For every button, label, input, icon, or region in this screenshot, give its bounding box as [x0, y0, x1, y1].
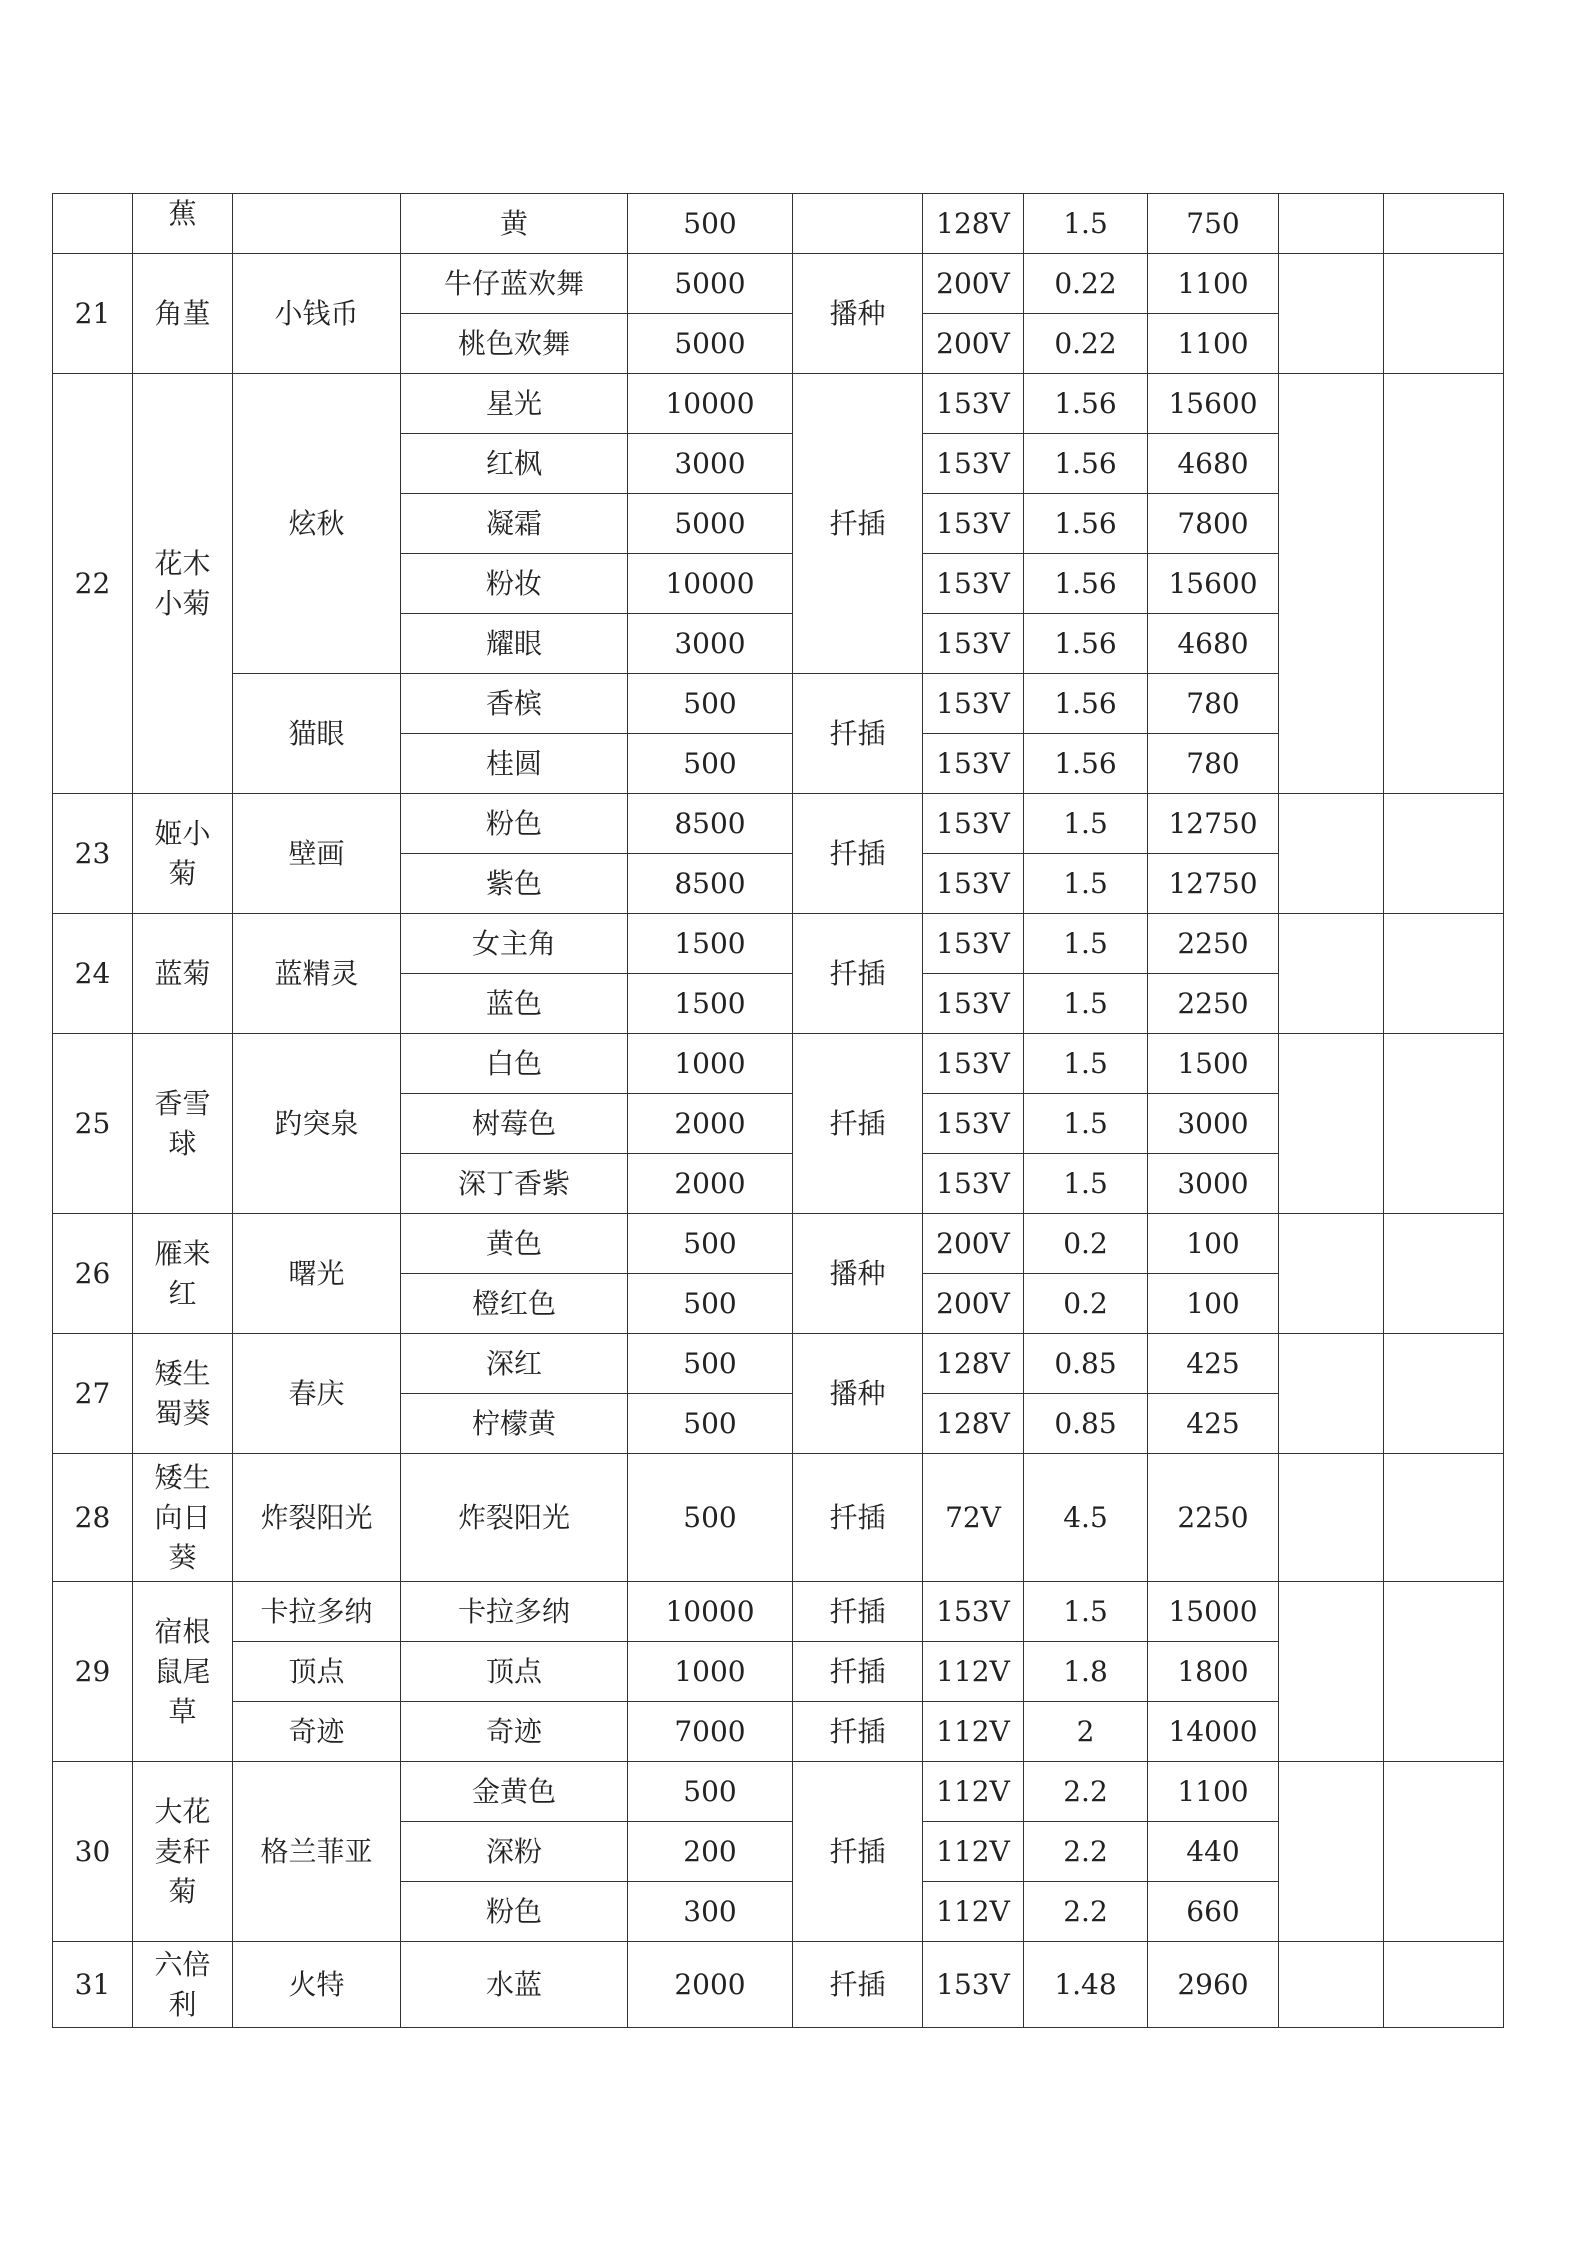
cell-color: 女主角: [401, 914, 628, 974]
table-row: [53, 1942, 1504, 2028]
species-line: 大花: [154, 1794, 211, 1828]
cell-price: 1.5: [1024, 974, 1148, 1034]
species-line: 矮生: [154, 1460, 211, 1494]
cell-spec: 153V: [923, 1942, 1024, 2028]
species-line: 葵: [168, 1540, 197, 1574]
species-line: 红: [168, 1276, 197, 1310]
cell-method: 播种: [793, 1334, 923, 1454]
cell-cultivar: 猫眼: [233, 674, 401, 794]
cell-method: 扦插: [793, 1582, 923, 1642]
cell-price: 1.56: [1024, 674, 1148, 734]
cell-spec: 153V: [923, 974, 1024, 1034]
cell-qty: 10000: [628, 1582, 793, 1642]
cell-extra-1: [1279, 1582, 1384, 1762]
cell-species: [133, 1334, 233, 1454]
cell-color: 白色: [401, 1034, 628, 1094]
cell-no: 23: [53, 794, 133, 914]
cell-amount: 1100: [1148, 1762, 1279, 1822]
cell-qty: 500: [628, 1394, 793, 1454]
species-line: 向日: [154, 1500, 211, 1534]
cell-amount: 440: [1148, 1822, 1279, 1882]
table-row: [53, 194, 1504, 254]
cell-spec: 112V: [923, 1762, 1024, 1822]
cell-cultivar: 炫秋: [233, 374, 401, 674]
cell-species: [133, 1942, 233, 2028]
cell-extra-2: [1384, 254, 1504, 374]
cell-amount: 1100: [1148, 254, 1279, 314]
cell-color: 炸裂阳光: [401, 1454, 628, 1582]
cell-cultivar: [233, 194, 401, 254]
cell-cultivar: 曙光: [233, 1214, 401, 1334]
cell-qty: 2000: [628, 1942, 793, 2028]
cell-extra-2: [1384, 1942, 1504, 2028]
cell-spec: 200V: [923, 1214, 1024, 1274]
cell-price: 1.5: [1024, 1582, 1148, 1642]
cell-qty: 500: [628, 1274, 793, 1334]
cell-extra-2: [1384, 1582, 1504, 1762]
cell-spec: 112V: [923, 1822, 1024, 1882]
cell-extra-1: [1279, 194, 1384, 254]
cell-qty: 1000: [628, 1642, 793, 1702]
cell-price: 2.2: [1024, 1822, 1148, 1882]
cell-extra-1: [1279, 374, 1384, 794]
cell-color: 黄色: [401, 1214, 628, 1274]
cell-method: 扦插: [793, 794, 923, 914]
cell-color: 蓝色: [401, 974, 628, 1034]
cell-color: 树莓色: [401, 1094, 628, 1154]
cell-cultivar: 蓝精灵: [233, 914, 401, 1034]
cell-qty: 2000: [628, 1154, 793, 1214]
cell-spec: 200V: [923, 1274, 1024, 1334]
cell-spec: 153V: [923, 794, 1024, 854]
cell-qty: 7000: [628, 1702, 793, 1762]
cell-amount: 660: [1148, 1882, 1279, 1942]
cell-spec: 128V: [923, 1334, 1024, 1394]
cell-species: 角堇: [133, 254, 233, 374]
species-line: 花木: [154, 546, 211, 580]
cell-color: 奇迹: [401, 1702, 628, 1762]
table-row: [53, 794, 1504, 854]
cell-species: [133, 1762, 233, 1942]
cell-spec: 153V: [923, 854, 1024, 914]
cell-species: [133, 1582, 233, 1762]
species-line: 菊: [168, 1874, 197, 1908]
cell-qty: 8500: [628, 794, 793, 854]
cell-price: 1.5: [1024, 854, 1148, 914]
cell-cultivar: 顶点: [233, 1642, 401, 1702]
cell-no: 25: [53, 1034, 133, 1214]
cell-price: 1.5: [1024, 914, 1148, 974]
cell-extra-1: [1279, 1762, 1384, 1942]
cell-amount: 1100: [1148, 314, 1279, 374]
cell-cultivar: 卡拉多纳: [233, 1582, 401, 1642]
cell-species: [133, 1034, 233, 1214]
species-line: 草: [168, 1694, 197, 1728]
cell-extra-2: [1384, 794, 1504, 914]
cell-species: [133, 1454, 233, 1582]
cell-qty: 5000: [628, 494, 793, 554]
species-line: 姬小: [154, 816, 211, 850]
cell-cultivar: 格兰菲亚: [233, 1762, 401, 1942]
species-line: 六倍: [154, 1947, 211, 1981]
cell-extra-2: [1384, 1214, 1504, 1334]
cell-qty: 500: [628, 674, 793, 734]
cell-color: 耀眼: [401, 614, 628, 674]
cell-price: 1.56: [1024, 374, 1148, 434]
table-row: [53, 1334, 1504, 1394]
cell-amount: 1500: [1148, 1034, 1279, 1094]
cell-spec: 72V: [923, 1454, 1024, 1582]
table-row: [53, 1582, 1504, 1642]
species-line: 小菊: [154, 586, 211, 620]
cell-extra-1: [1279, 1334, 1384, 1454]
cell-price: 0.22: [1024, 254, 1148, 314]
table-row: [53, 1214, 1504, 1274]
cell-extra-1: [1279, 914, 1384, 1034]
cell-price: 0.2: [1024, 1274, 1148, 1334]
cell-no: 28: [53, 1454, 133, 1582]
cell-method: 扦插: [793, 674, 923, 794]
cell-amount: 2250: [1148, 1454, 1279, 1582]
cell-amount: 1800: [1148, 1642, 1279, 1702]
cell-color: 粉色: [401, 1882, 628, 1942]
cell-no: 27: [53, 1334, 133, 1454]
cell-amount: 425: [1148, 1334, 1279, 1394]
cell-spec: 112V: [923, 1642, 1024, 1702]
cell-color: 星光: [401, 374, 628, 434]
cell-extra-1: [1279, 254, 1384, 374]
cell-extra-1: [1279, 1214, 1384, 1334]
cell-amount: 780: [1148, 734, 1279, 794]
cell-amount: 100: [1148, 1214, 1279, 1274]
cell-price: 1.56: [1024, 494, 1148, 554]
cell-method: 扦插: [793, 1762, 923, 1942]
cell-no: 21: [53, 254, 133, 374]
cell-amount: 12750: [1148, 794, 1279, 854]
cell-amount: 2250: [1148, 914, 1279, 974]
cell-extra-2: [1384, 1034, 1504, 1214]
cell-spec: 128V: [923, 1394, 1024, 1454]
cell-price: 1.8: [1024, 1642, 1148, 1702]
cell-spec: 112V: [923, 1702, 1024, 1762]
cell-color: 金黄色: [401, 1762, 628, 1822]
cell-price: 2: [1024, 1702, 1148, 1762]
cell-extra-2: [1384, 374, 1504, 794]
cell-price: 1.48: [1024, 1942, 1148, 2028]
cell-spec: 200V: [923, 254, 1024, 314]
cell-extra-1: [1279, 1454, 1384, 1582]
cell-color: 红枫: [401, 434, 628, 494]
cell-method: 扦插: [793, 1642, 923, 1702]
cell-extra-1: [1279, 794, 1384, 914]
species-line: 蜀葵: [154, 1396, 211, 1430]
cell-amount: 7800: [1148, 494, 1279, 554]
cell-color: 柠檬黄: [401, 1394, 628, 1454]
cell-amount: 15600: [1148, 374, 1279, 434]
cell-spec: 153V: [923, 1094, 1024, 1154]
cell-amount: 15600: [1148, 554, 1279, 614]
cell-cultivar: 炸裂阳光: [233, 1454, 401, 1582]
cell-amount: 780: [1148, 674, 1279, 734]
cell-no: 24: [53, 914, 133, 1034]
cell-color: 香槟: [401, 674, 628, 734]
cell-color: 水蓝: [401, 1942, 628, 2028]
cell-cultivar: 火特: [233, 1942, 401, 2028]
cell-cultivar: 趵突泉: [233, 1034, 401, 1214]
cell-spec: 153V: [923, 434, 1024, 494]
cell-spec: 153V: [923, 1154, 1024, 1214]
cell-price: 2.2: [1024, 1882, 1148, 1942]
cell-spec: 200V: [923, 314, 1024, 374]
cell-price: 0.22: [1024, 314, 1148, 374]
cell-qty: 300: [628, 1882, 793, 1942]
cell-price: 1.5: [1024, 1154, 1148, 1214]
cell-extra-2: [1384, 1334, 1504, 1454]
cell-price: 0.85: [1024, 1394, 1148, 1454]
cell-spec: 153V: [923, 734, 1024, 794]
cell-amount: 2960: [1148, 1942, 1279, 2028]
cell-qty: 3000: [628, 614, 793, 674]
species-line: 雁来: [154, 1236, 211, 1270]
cell-method: 扦插: [793, 1942, 923, 2028]
cell-method: 扦插: [793, 1454, 923, 1582]
table-row: [53, 1454, 1504, 1582]
cell-spec: 153V: [923, 494, 1024, 554]
cell-amount: 3000: [1148, 1154, 1279, 1214]
table-row: [53, 1034, 1504, 1094]
cell-spec: 153V: [923, 614, 1024, 674]
cell-color: 卡拉多纳: [401, 1582, 628, 1642]
cell-price: 2.2: [1024, 1762, 1148, 1822]
cell-color: 顶点: [401, 1642, 628, 1702]
cell-qty: 500: [628, 734, 793, 794]
cell-amount: 4680: [1148, 614, 1279, 674]
cell-no: 31: [53, 1942, 133, 2028]
cell-qty: 500: [628, 1214, 793, 1274]
cell-price: 1.56: [1024, 614, 1148, 674]
cell-extra-2: [1384, 1762, 1504, 1942]
species-line: 矮生: [154, 1356, 211, 1390]
cell-color: 粉妆: [401, 554, 628, 614]
cell-spec: 153V: [923, 1582, 1024, 1642]
cell-amount: 425: [1148, 1394, 1279, 1454]
cell-extra-2: [1384, 914, 1504, 1034]
cell-species: [133, 1214, 233, 1334]
cell-no: 30: [53, 1762, 133, 1942]
table-row: [53, 914, 1504, 974]
cell-species: [133, 374, 233, 794]
cell-color: 桃色欢舞: [401, 314, 628, 374]
price-table: [52, 193, 1504, 2028]
cell-qty: 5000: [628, 314, 793, 374]
table-row: [53, 374, 1504, 434]
cell-price: 1.5: [1024, 194, 1148, 254]
cell-no: [53, 194, 133, 254]
cell-amount: 3000: [1148, 1094, 1279, 1154]
cell-extra-2: [1384, 194, 1504, 254]
cell-qty: 1500: [628, 914, 793, 974]
cell-color: 桂圆: [401, 734, 628, 794]
cell-price: 4.5: [1024, 1454, 1148, 1582]
cell-cultivar: 壁画: [233, 794, 401, 914]
cell-species: 蓝菊: [133, 914, 233, 1034]
cell-qty: 500: [628, 1762, 793, 1822]
species-line: 麦秆: [154, 1834, 211, 1868]
cell-color: 深丁香紫: [401, 1154, 628, 1214]
cell-qty: 500: [628, 1334, 793, 1394]
cell-method: 扦插: [793, 1702, 923, 1762]
cell-qty: 500: [628, 1454, 793, 1582]
cell-qty: 1000: [628, 1034, 793, 1094]
cell-amount: 100: [1148, 1274, 1279, 1334]
cell-spec: 153V: [923, 674, 1024, 734]
cell-spec: 153V: [923, 554, 1024, 614]
table-row: [53, 1762, 1504, 1822]
cell-cultivar: 奇迹: [233, 1702, 401, 1762]
cell-price: 1.5: [1024, 1094, 1148, 1154]
species-line: 宿根: [154, 1614, 211, 1648]
cell-method: 扦插: [793, 1034, 923, 1214]
cell-amount: 12750: [1148, 854, 1279, 914]
cell-method: 播种: [793, 1214, 923, 1334]
cell-extra-1: [1279, 1034, 1384, 1214]
cell-price: 1.56: [1024, 554, 1148, 614]
cell-no: 22: [53, 374, 133, 794]
cell-amount: 750: [1148, 194, 1279, 254]
cell-species: 蕉: [133, 194, 233, 254]
cell-qty: 500: [628, 194, 793, 254]
cell-color: 橙红色: [401, 1274, 628, 1334]
cell-amount: 14000: [1148, 1702, 1279, 1762]
cell-color: 牛仔蓝欢舞: [401, 254, 628, 314]
cell-qty: 200: [628, 1822, 793, 1882]
cell-color: 紫色: [401, 854, 628, 914]
cell-qty: 10000: [628, 374, 793, 434]
cell-color: 深粉: [401, 1822, 628, 1882]
cell-method: 扦插: [793, 914, 923, 1034]
cell-color: 凝霜: [401, 494, 628, 554]
species-line: 菊: [168, 856, 197, 890]
species-line: 利: [168, 1987, 197, 2021]
table-row: [53, 254, 1504, 314]
cell-price: 1.56: [1024, 434, 1148, 494]
species-line: 球: [168, 1126, 197, 1160]
cell-price: 1.56: [1024, 734, 1148, 794]
cell-price: 0.2: [1024, 1214, 1148, 1274]
cell-method: 扦插: [793, 374, 923, 674]
cell-method: [793, 194, 923, 254]
cell-amount: 15000: [1148, 1582, 1279, 1642]
cell-price: 0.85: [1024, 1334, 1148, 1394]
cell-spec: 153V: [923, 1034, 1024, 1094]
cell-cultivar: 春庆: [233, 1334, 401, 1454]
cell-color: 粉色: [401, 794, 628, 854]
cell-method: 播种: [793, 254, 923, 374]
cell-spec: 128V: [923, 194, 1024, 254]
cell-qty: 2000: [628, 1094, 793, 1154]
cell-species: [133, 794, 233, 914]
cell-color: 黄: [401, 194, 628, 254]
cell-qty: 3000: [628, 434, 793, 494]
cell-qty: 1500: [628, 974, 793, 1034]
cell-qty: 8500: [628, 854, 793, 914]
cell-extra-2: [1384, 1454, 1504, 1582]
cell-price: 1.5: [1024, 1034, 1148, 1094]
cell-qty: 10000: [628, 554, 793, 614]
cell-spec: 153V: [923, 914, 1024, 974]
cell-no: 26: [53, 1214, 133, 1334]
cell-spec: 112V: [923, 1882, 1024, 1942]
cell-no: 29: [53, 1582, 133, 1762]
cell-qty: 5000: [628, 254, 793, 314]
cell-extra-1: [1279, 1942, 1384, 2028]
cell-amount: 4680: [1148, 434, 1279, 494]
cell-price: 1.5: [1024, 794, 1148, 854]
species-line: 鼠尾: [154, 1654, 211, 1688]
cell-cultivar: 小钱币: [233, 254, 401, 374]
cell-spec: 153V: [923, 374, 1024, 434]
cell-color: 深红: [401, 1334, 628, 1394]
cell-amount: 2250: [1148, 974, 1279, 1034]
species-line: 香雪: [154, 1086, 211, 1120]
